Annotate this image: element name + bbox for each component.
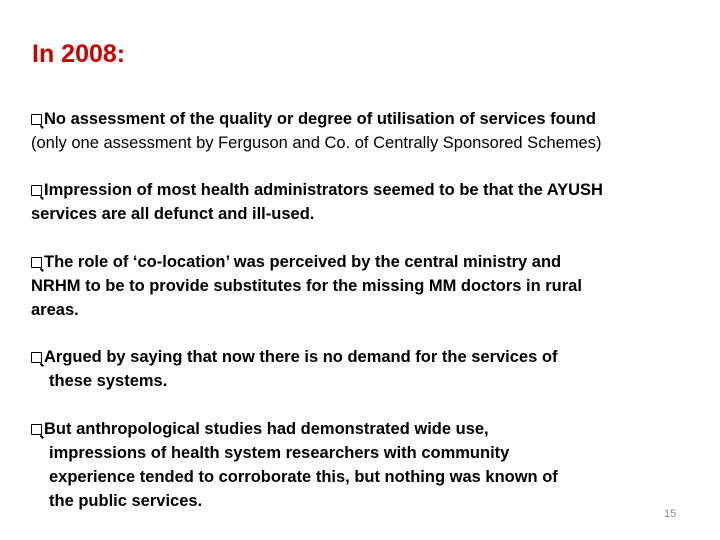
bullet-line: (only one assessment by Ferguson and Co. of Centrally Sponsored Schemes) <box>31 134 602 152</box>
checkbox-bullet-icon <box>31 257 42 268</box>
bullet-line: these systems. <box>49 372 168 390</box>
bullet-line: services are all defunct and ill-used. <box>31 205 315 223</box>
checkbox-bullet-icon <box>31 424 42 435</box>
bullet-line: But anthropological studies had demonstrated wide use, <box>31 417 671 441</box>
bullet-line: areas. <box>31 301 79 319</box>
bullet-line: NRHM to be to provide substitutes for the missing MM doctors in rural <box>31 277 582 295</box>
slide-title: In 2008: <box>32 40 126 68</box>
bullet-item <box>31 250 671 322</box>
bullet-item <box>31 107 671 155</box>
bullet-item <box>31 345 671 393</box>
bullet-line: impressions of health system researchers with community <box>49 444 510 462</box>
bullet-item <box>31 417 671 513</box>
bullet-line: The role of ‘co-location’ was perceived by the central ministry and <box>31 250 671 274</box>
bullet-item <box>31 178 671 226</box>
bullet-line: No assessment of the quality or degree of utilisation of services found <box>31 107 671 131</box>
bullet-line: Impression of most health administrators seemed to be that the AYUSH <box>31 178 671 202</box>
checkbox-bullet-icon <box>31 185 42 196</box>
bullet-line: the public services. <box>49 492 203 510</box>
page-number: 15 <box>664 508 677 520</box>
checkbox-bullet-icon <box>31 352 42 363</box>
bullet-line: Argued by saying that now there is no demand for the services of <box>31 345 671 369</box>
checkbox-bullet-icon <box>31 114 42 125</box>
bullet-line: experience tended to corroborate this, but nothing was known of <box>49 468 558 486</box>
